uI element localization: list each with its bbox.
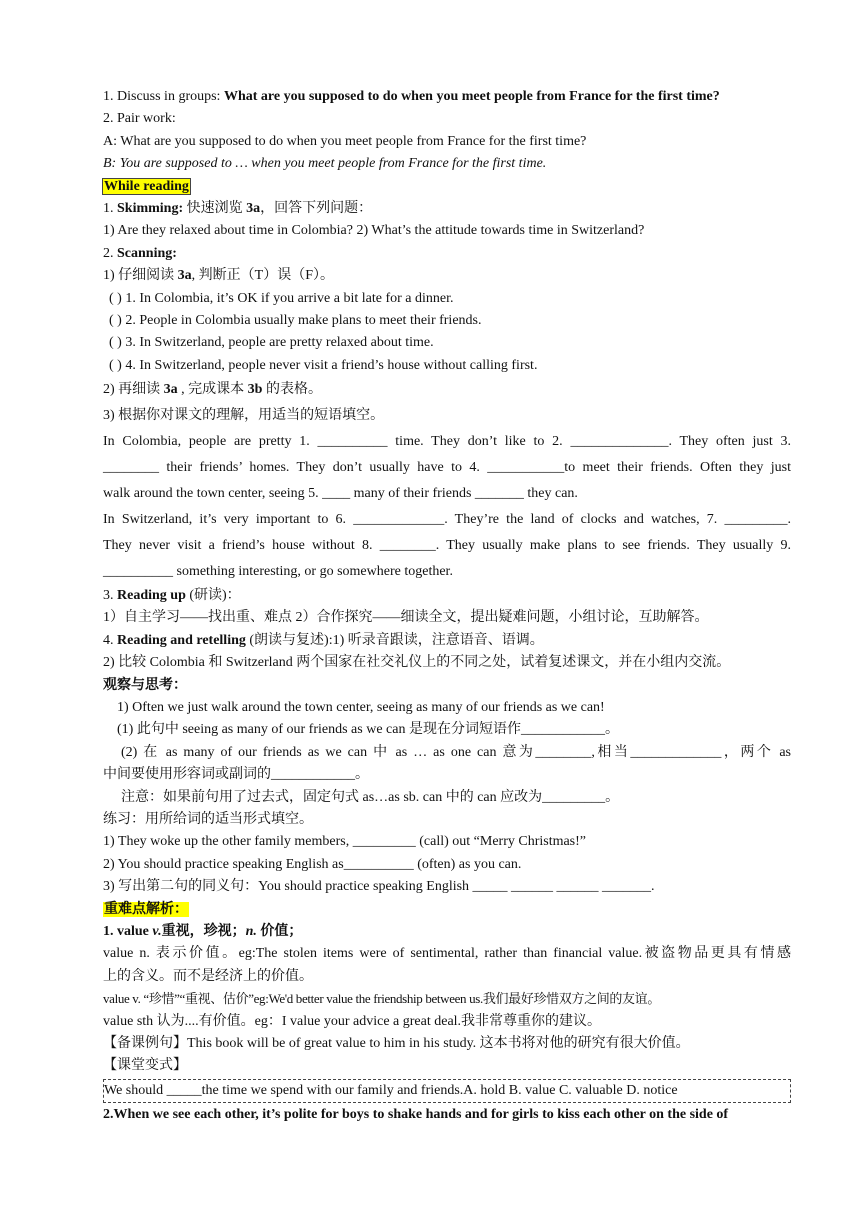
heading-key-points: 重难点解析： [104,901,188,917]
document-page [103,86,791,1126]
line-example-prep: 【备课例句】This book will be of great value to him in his study. 这本书将对他的研究有很大价值。 [103,1035,690,1051]
line-scanning-step2: 2) 再细读 3a , 完成课本 3b 的表格。 [103,382,322,398]
cloze-line-1: In Colombia, people are pretty 1. __________ time. They don’t like to 2. ______________. They often just 3. [103,434,791,450]
line-discuss: 1. Discuss in groups: What are you supposed to do when you meet people from France for the first time? [103,89,720,104]
line-practice: 练习：用所给词的适当形式填空。 [103,811,313,827]
cloze-line-6: __________ something interesting, or go somewhere together. [103,564,453,580]
practice-item-1: 1) They woke up the other family members, _________ (call) out “Merry Christmas!” [103,834,587,850]
line-skimming-questions: 1) Are they relaxed about time in Colombia? 2) What’s the attitude towards time in Switzerland? [103,223,645,239]
cloze-line-4: In Switzerland, it’s very important to 6. _____________. They’re the land of clocks and watches, 7. _________. [103,512,791,528]
line-retelling: 4. Reading and retelling (朗读与复述):1) 听录音跟读，注意语音、语调。 [103,632,544,648]
tf-item-2: ( ) 2. People in Colombia usually make plans to meet their friends. [109,312,482,328]
line-note-2: (2) 在 as many of our friends as we can 中 as … as one can 意为________,相当_____________，两个 as [121,744,791,760]
line-scanning-step1: 1) 仔细阅读 3a, 判断正（T）误（F）。 [103,268,335,284]
line-attention: 注意：如果前句用了过去式，固定句式 as…as sb. can 中的 can 应改为_________。 [121,789,620,805]
line-reading-up: 3. Reading up (研读)： [103,588,241,604]
line-example-sentence: 1) Often we just walk around the town center, seeing as many of our friends as we can! [117,700,605,716]
heading-observe-think: 观察与思考： [103,677,187,693]
line-scanning: 2. Scanning: [103,245,177,261]
line-dialog-a: A: What are you supposed to do when you meet people from France for the first time? [103,133,587,149]
cloze-line-3: walk around the town center, seeing 5. ____ many of their friends _______ they can. [103,486,578,502]
exercise-box: We should _____the time we spend with our family and friends.A. hold B. value C. valuable D. notice [103,1079,791,1103]
line-value-sth: value sth 认为....有价值。eg：I value your advice a great deal.我非常尊重你的建议。 [103,1013,602,1029]
line-value-heading: 1. value v.重视，珍视；n. 价值； [103,923,303,939]
tf-item-3: ( ) 3. In Switzerland, people are pretty relaxed about time. [109,335,434,351]
line-value-noun: value n. 表示价值。eg:The stolen items were of sentimental, rather than financial value.被盗物品更具有情感 [103,946,791,962]
line-dialog-b: B: You are supposed to … when you meet people from France for the first time. [103,156,547,172]
practice-item-2: 2) You should practice speaking English as__________ (often) as you can. [103,856,522,872]
line-skimming: 1. Skimming: 快速浏览 3a，回答下列问题： [103,200,373,216]
practice-item-3: 3) 写出第二句的同义句：You should practice speaking English _____ ______ ______ _______. [103,879,655,895]
line-pair-work: 2. Pair work: [103,111,176,127]
tf-item-4: ( ) 4. In Switzerland, people never visit a friend’s house without calling first. [109,357,538,373]
line-value-noun-cont: 上的含义。而不是经济上的价值。 [103,968,313,984]
line-compare: 2) 比较 Colombia 和 Switzerland 两个国家在社交礼仪上的不同之处，试着复述课文，并在小组内交流。 [103,655,731,671]
heading-while-reading: While reading [104,178,189,194]
line-note-2-cont: 中间要使用形容词或副词的____________。 [103,767,369,783]
cloze-line-2: ________ their friends’ homes. They don’t usually have to 4. ___________to meet their friends. Often they just [103,460,791,476]
tf-item-1: ( ) 1. In Colombia, it’s OK if you arrive a bit late for a dinner. [109,290,454,306]
line-value-verb: value v. “珍惜”“重视、估价”eg:We'd better value the friendship between us.我们最好珍惜双方之间的友谊。 [103,991,660,1007]
line-point-2: 2.When we see each other, it’s polite for boys to shake hands and for girls to kiss each other on the side of [103,1106,729,1122]
line-scanning-step3: 3) 根据你对课文的理解，用适当的短语填空。 [103,408,385,424]
line-class-variant: 【课堂变式】 [103,1058,187,1074]
cloze-line-5: They never visit a friend’s house without 8. ________. They usually make plans to see friends. They usually 9. [103,538,791,554]
line-self-study: 1）自主学习——找出重、难点 2）合作探究——细读全文，提出疑难问题，小组讨论，互助解答。 [103,610,709,626]
line-note-1: (1) 此句中 seeing as many of our friends as we can 是现在分词短语作____________。 [117,722,619,738]
